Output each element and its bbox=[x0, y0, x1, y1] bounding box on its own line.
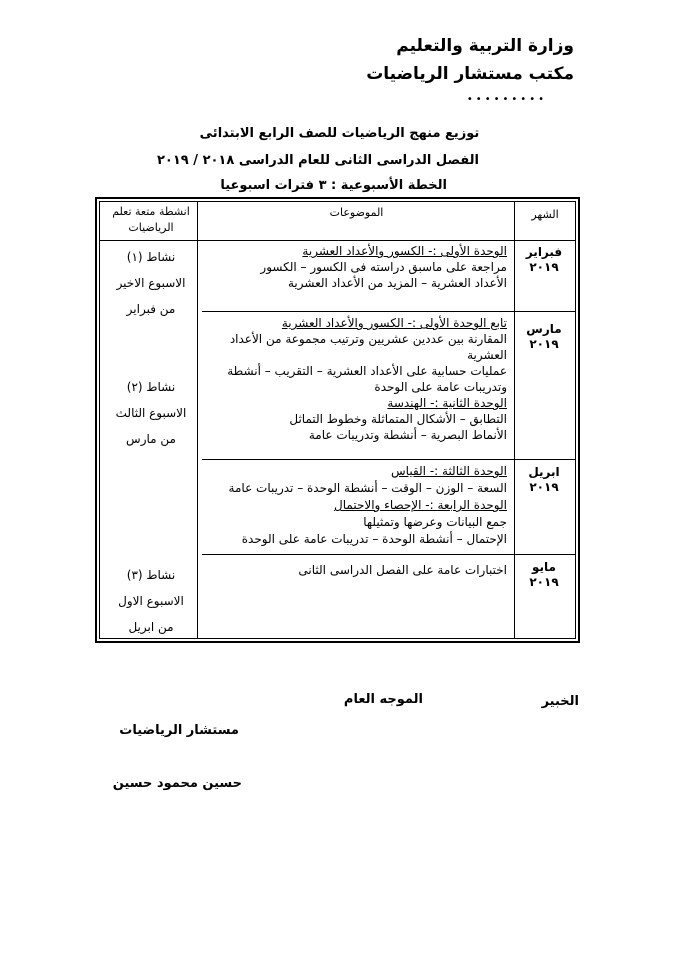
topic-line: مراجعة على ماسبق دراسته فى الكسور – الكسور bbox=[260, 260, 507, 274]
month-apr bbox=[517, 465, 571, 495]
topic-line: الأنماط البصرية – أنشطة وتدريبات عامة bbox=[308, 428, 507, 442]
header-activities bbox=[100, 204, 202, 236]
office-heading: مكتب مستشار الرياضيات bbox=[366, 64, 574, 84]
topic-line: الوحدة الأولى :- الكسور والأعداد العشرية bbox=[302, 244, 507, 258]
month-feb-year: ٢٠١٩ bbox=[529, 260, 559, 274]
curriculum-table-inner bbox=[99, 201, 576, 639]
activity-2-month: من مارس bbox=[126, 432, 176, 446]
month-apr-name: ابريل bbox=[528, 465, 560, 479]
topics-mar bbox=[202, 315, 507, 443]
advisor-title: مستشار الرياضيات bbox=[119, 723, 239, 738]
topic-line: التطابق – الأشكال المتماثلة وخطوط التماثل bbox=[289, 412, 507, 426]
topic-line: تابع الوحدة الأولى :- الكسور والأعداد العشرية bbox=[281, 316, 507, 330]
header-activities-line2: الرياضيات bbox=[128, 221, 174, 234]
topics-may bbox=[202, 562, 507, 578]
month-mar bbox=[517, 322, 571, 352]
activity-3-title: نشاط (٣) bbox=[126, 568, 176, 582]
col-divider-month bbox=[514, 202, 515, 638]
activity-2 bbox=[100, 374, 202, 452]
activity-3-week: الاسبوع الاول bbox=[118, 594, 184, 608]
activity-2-week: الاسبوع الثالث bbox=[115, 406, 187, 420]
activity-1 bbox=[100, 244, 202, 322]
activity-3-month: من ابريل bbox=[128, 620, 174, 634]
row-divider-mar bbox=[202, 459, 575, 460]
semester-title: الفصل الدراسى الثانى للعام الدراسى ٢٠١٨ / ٢٠١٩ bbox=[157, 153, 479, 168]
row-divider-apr bbox=[202, 554, 575, 555]
month-may-name: مايو bbox=[532, 560, 556, 574]
general-supervisor-label: الموجه العام bbox=[343, 692, 423, 707]
topic-line: المقارنة بين عددين عشريين وترتيب مجموعة من الأعداد bbox=[229, 332, 507, 346]
activity-3 bbox=[100, 562, 202, 640]
topic-line: جمع البيانات وعرضها وتمثيلها bbox=[363, 515, 507, 529]
header-row-divider bbox=[202, 240, 575, 241]
advisor-name: حسين محمود حسين bbox=[112, 776, 242, 791]
ministry-heading: وزارة التربية والتعليم bbox=[396, 36, 574, 56]
topic-line: الإحتمال – أنشطة الوحدة – تدريبات عامة على الوحدة bbox=[241, 532, 507, 546]
topic-line: الوحدة الثالثة :- القياس bbox=[391, 464, 507, 478]
month-feb bbox=[517, 245, 571, 275]
document-title: توزيع منهج الرياضيات للصف الرابع الابتدائى bbox=[199, 126, 480, 141]
activity-1-month: من فبراير bbox=[126, 302, 176, 316]
topic-line: وتدريبات عامة على الوحدة bbox=[374, 380, 507, 394]
header-month: الشهر bbox=[531, 208, 559, 221]
topic-line: العشرية bbox=[467, 348, 507, 362]
month-feb-name: فبراير bbox=[525, 245, 563, 259]
topics-apr bbox=[202, 463, 507, 548]
weekly-plan-title: الخطة الأسبوعية : ٣ فترات اسبوعيا bbox=[220, 178, 447, 193]
curriculum-table bbox=[95, 197, 580, 643]
expert-signature-label: الخبير bbox=[541, 694, 579, 709]
topics-feb bbox=[202, 243, 507, 291]
decorative-dots: ••••••••• bbox=[466, 94, 547, 105]
topic-line: الوحدة الرابعة :- الإحصاء والاحتمال bbox=[334, 498, 507, 512]
month-mar-name: مارس bbox=[526, 322, 562, 336]
month-apr-year: ٢٠١٩ bbox=[529, 480, 559, 494]
topic-line: السعة – الوزن – الوقت – أنشطة الوحدة – تدريبات عامة bbox=[228, 481, 507, 495]
month-mar-year: ٢٠١٩ bbox=[529, 337, 559, 351]
topic-line: عمليات حسابية على الأعداد العشرية – التقريب – أنشطة bbox=[227, 364, 507, 378]
activity-1-title: نشاط (١) bbox=[126, 250, 176, 264]
activity-1-week: الاسبوع الاخير bbox=[116, 276, 186, 290]
activities-header-divider bbox=[100, 240, 202, 241]
topic-line: الأعداد العشرية – المزيد من الأعداد العشرية bbox=[287, 276, 507, 290]
month-may-year: ٢٠١٩ bbox=[529, 575, 559, 589]
activity-2-title: نشاط (٢) bbox=[126, 380, 176, 394]
topic-line: الوحدة الثانية :- الهندسة bbox=[387, 396, 507, 410]
month-may bbox=[517, 560, 571, 590]
header-activities-line1: انشطة متعة تعلم bbox=[112, 205, 190, 218]
row-divider-feb bbox=[202, 311, 575, 312]
header-topics: الموضوعات bbox=[329, 206, 384, 219]
topic-line: اختبارات عامة على الفصل الدراسى الثانى bbox=[298, 563, 507, 577]
